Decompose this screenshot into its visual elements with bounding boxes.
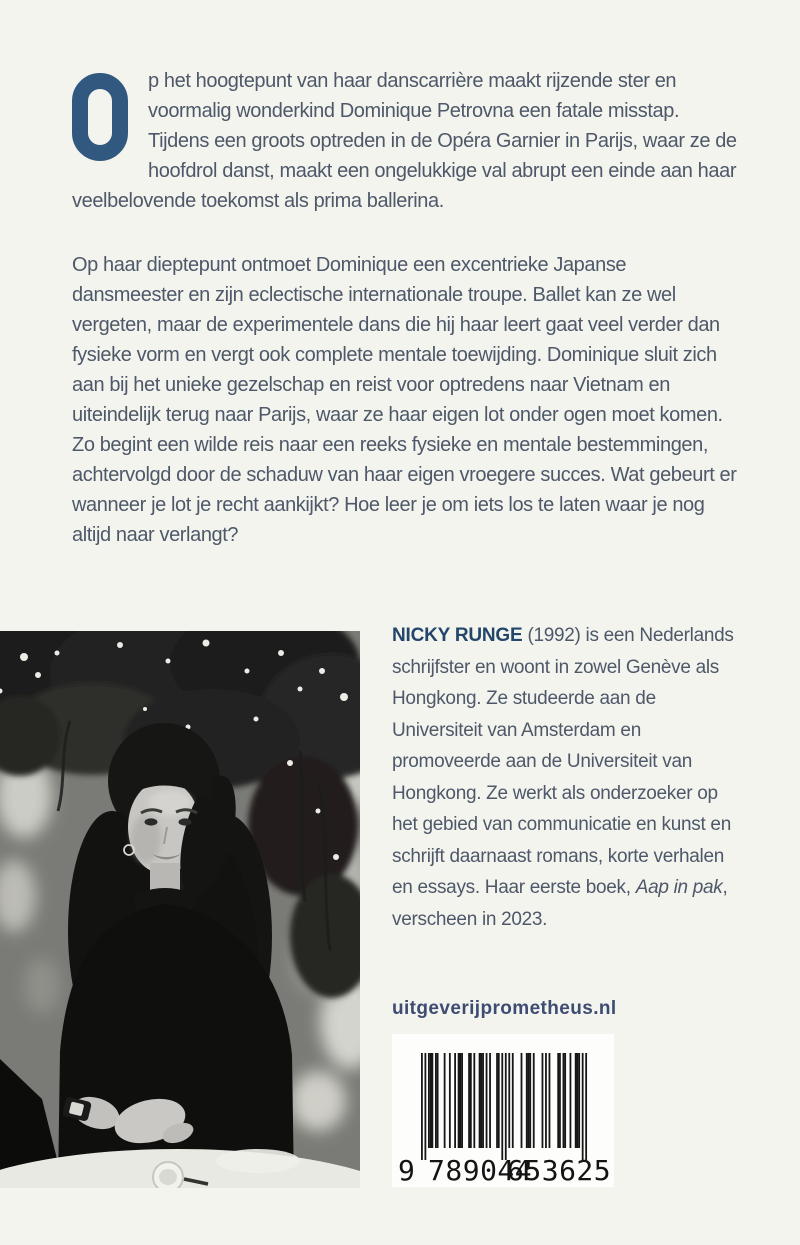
author-photo [0,631,360,1188]
bio-text-2: , verscheen in 2023. [392,877,728,930]
blurb-section [72,66,738,584]
dropcap-letter-text [88,89,89,90]
isbn-barcode [392,1034,614,1187]
barcode-left-digits: 789044 [428,1154,533,1187]
previous-book-title: Aap in pak [635,877,723,898]
barcode-right-digits: 653625 [507,1154,612,1187]
publisher-website: uitgeverijprometheus.nl [392,998,617,1019]
barcode-lead-digit: 9 [398,1154,415,1187]
author-name: NICKY RUNGE [392,625,523,646]
blurb-paragraph-2 [72,250,738,550]
author-bio [392,620,738,935]
isbn-barcode-graphic [392,1034,614,1187]
blurb-paragraph-2-text: Op haar dieptepunt ontmoet Dominique een excentrieke Japanse dansmeester en zijn eclectische internationale troupe. Ballet kan ze wel vergeten, maar de experimentele dans die hij haar leert gaat veel verder dan fysieke vorm en vergt ook complete mentale toewijding. Dominique sluit zich aan bij het unieke gezelschap en reist voor optredens naar Vietnam en uiteindelijk terug naar Parijs, waar ze haar eigen lot onder ogen moet komen. Zo begint een wilde reis naar een reeks fysieke en mentale bestemmingen, achtervolgd door de schaduw van haar eigen vroegere succes. Wat gebeurt er wanneer je lot je recht aankijkt? Hoe leer je om iets los te laten waar je nog altijd naar verlangt? [72,254,737,546]
barcode-bars [421,1053,587,1160]
blurb-paragraph-1 [72,66,738,216]
bio-text-1: (1992) is een Nederlands schrijfster en woont in zowel Genève als Hongkong. Ze studeerde aan de Universiteit van Amsterdam en promoveerde aan de Universiteit van Hongkong. Ze werkt als onderzoeker op het gebied van communicatie en kunst en schrijft daarnaast romans, korte verhalen en essays. Haar eerste boek, [392,625,734,898]
dropcap-letter-o [72,73,128,161]
author-photo-illustration [0,631,360,1188]
blurb-paragraph-1-text: p het hoogtepunt van haar danscarrière maakt rijzende ster en voormalig wonderkind Dominique Petrovna een fatale misstap. Tijdens een groots optreden in de Opéra Garnier in Parijs, waar ze de hoofdrol danst, maakt een ongelukkige val abrupt een einde aan haar veelbelovende toekomst als prima ballerina. [72,70,737,212]
